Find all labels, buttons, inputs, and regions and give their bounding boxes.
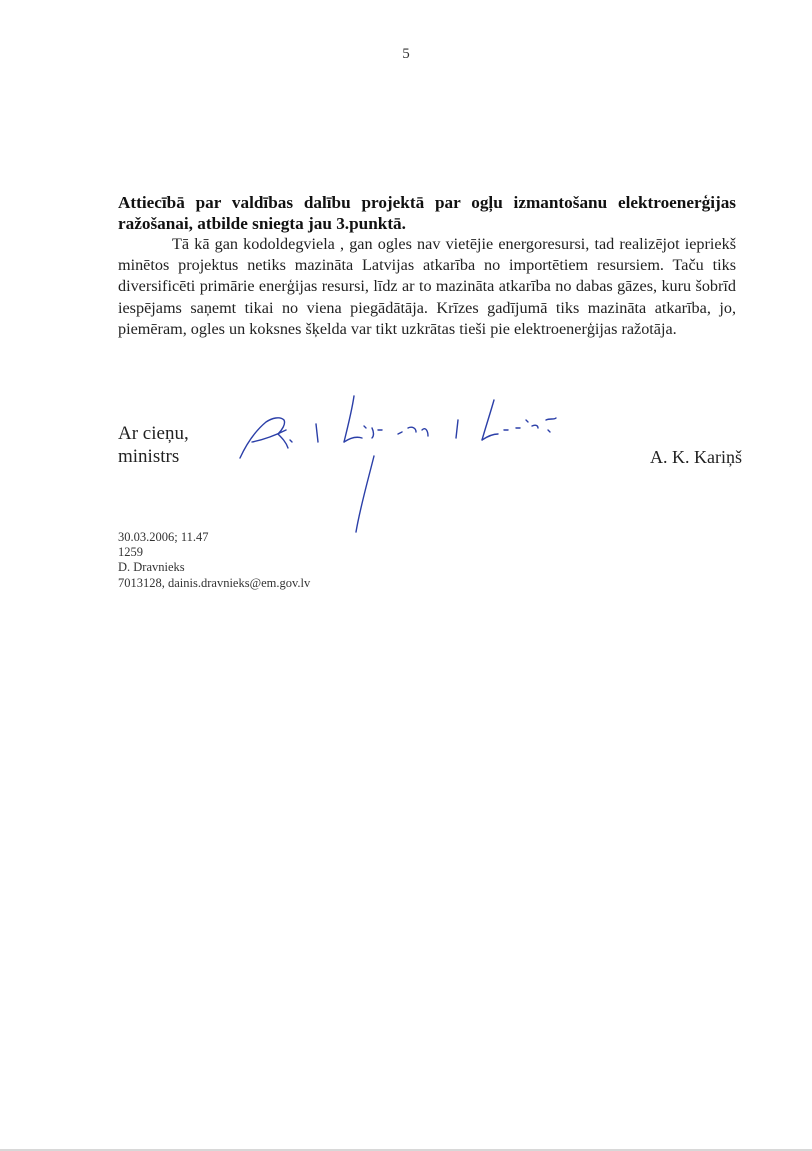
signer-title: ministrs <box>118 446 180 467</box>
letter-heading: Attiecībā par valdības dalību projektā par ogļu izmantošanu elektroenerģijas ražošanai, atbilde sniegta jau 3.punktā. <box>118 193 736 233</box>
letter-paragraph: Tā kā gan kodoldegviela , gan ogles nav vietējie energoresursi, tad realizējot iepriekš minētos projektus netiks mazināta Latvijas atkarība no importētiem resursiem. Taču tiks diversificēti primārie enerģijas resursi, līdz ar to mazināta atkarība no dabas gāzes, kuru šobrīd iespējams saņemt tikai no viena piegādātāja. Krīzes gadījumā tiks mazināta atkarība, jo, piemēram, ogles un koksnes šķelda var tikt uzkrātas tieši pie elektroenerģijas ražotāja. <box>118 235 736 338</box>
footer-author: D. Dravnieks <box>118 560 185 575</box>
footer-datetime: 30.03.2006; 11.47 <box>118 530 209 544</box>
footer-contact: 7013128, dainis.dravnieks@em.gov.lv <box>118 575 311 590</box>
salutation: Ar cieņu, <box>118 423 189 444</box>
footer-doc-number: 1259 <box>118 545 143 560</box>
closing-block <box>118 422 189 468</box>
letter-body <box>118 192 736 340</box>
footer-block <box>118 530 310 591</box>
signer-name: A. K. Kariņš <box>650 447 742 467</box>
page-number: 5 <box>402 46 410 62</box>
handwritten-signature <box>232 390 572 540</box>
